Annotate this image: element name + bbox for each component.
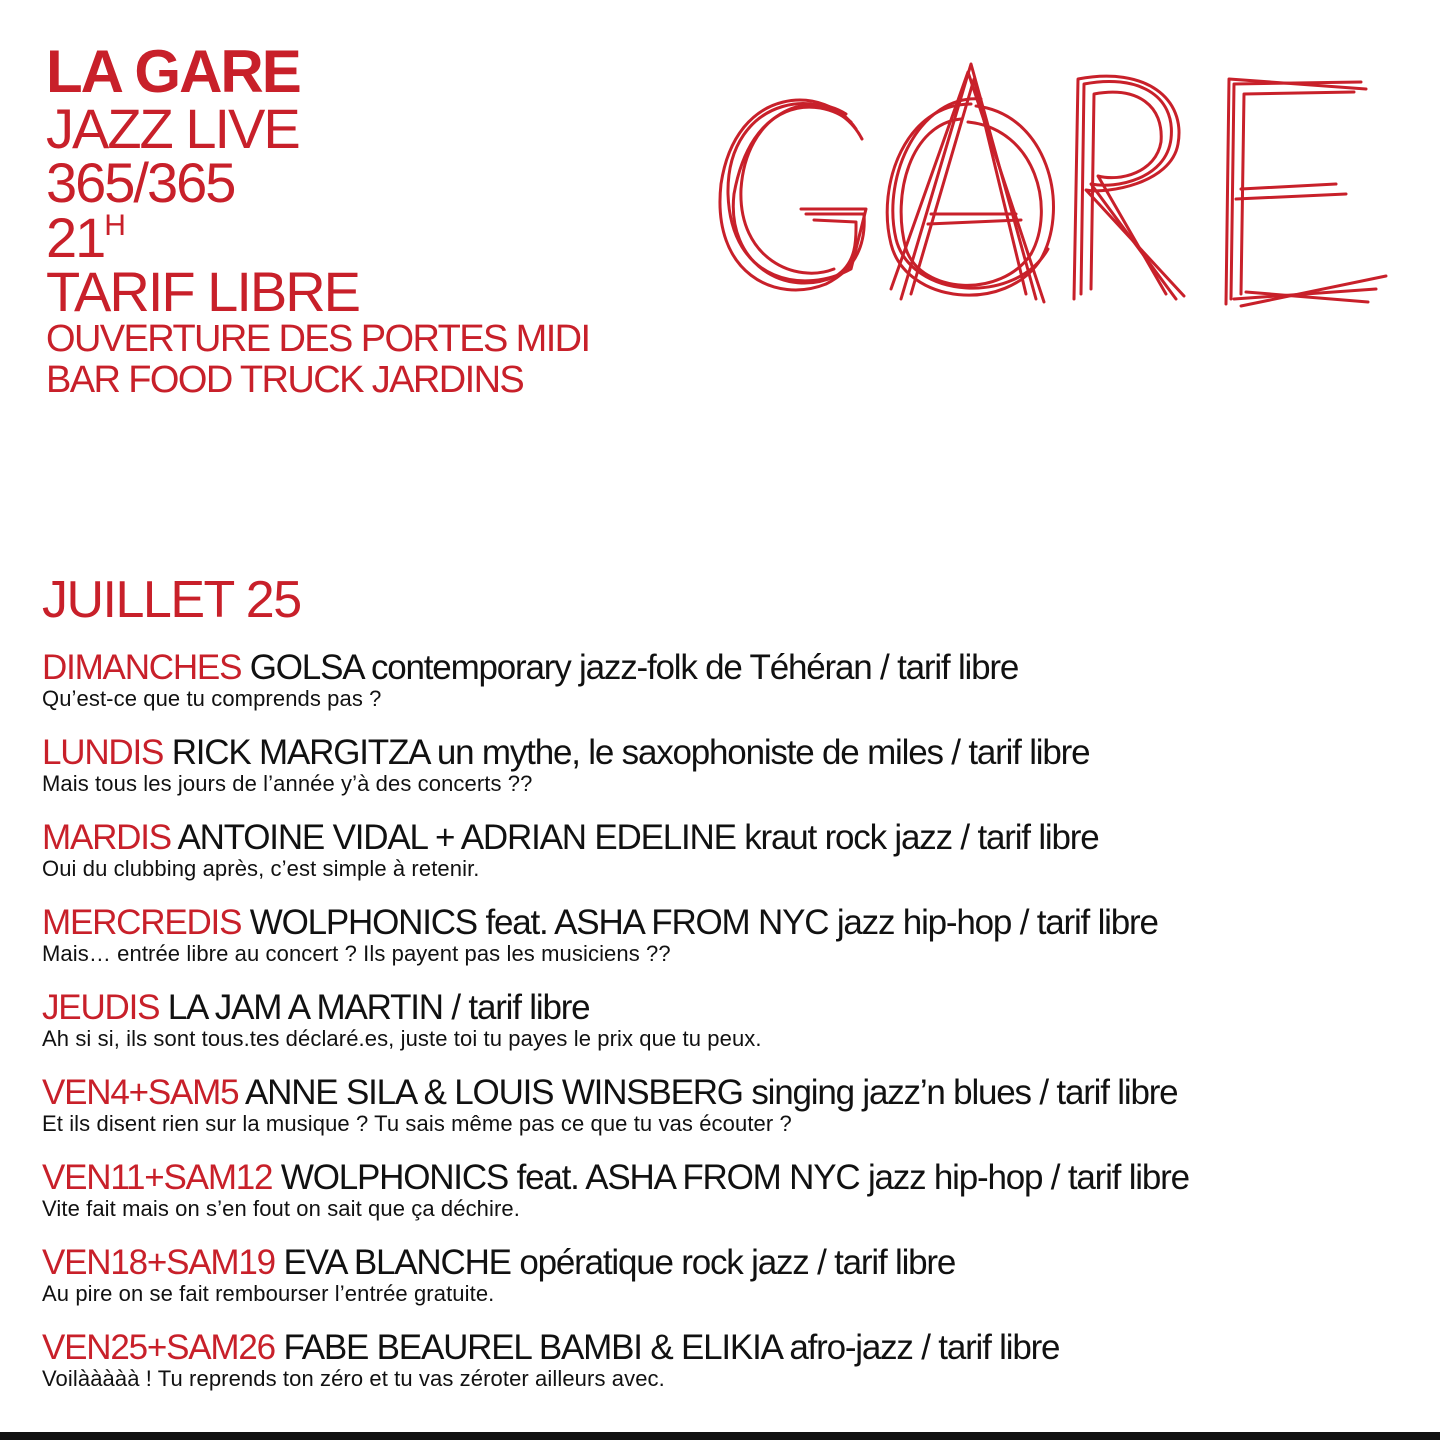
hour-suffix: H — [104, 208, 126, 242]
jazz-live-line: JAZZ LIVE — [46, 97, 299, 160]
entry-day: VEN18+SAM19 — [42, 1243, 275, 1282]
entry-comment: Mais tous les jours de l’année y’à des concerts ?? — [42, 771, 533, 796]
entry-comment: Voilààààà ! Tu reprends ton zéro et tu vas zéroter ailleurs avec. — [42, 1366, 665, 1391]
program-entry — [42, 731, 1422, 816]
doors-line: OUVERTURE DES PORTES MIDI — [46, 318, 590, 361]
program-entry — [42, 816, 1422, 901]
entry-text: ANTOINE VIDAL + ADRIAN EDELINE kraut rock jazz / tarif libre — [177, 818, 1099, 857]
entry-comment: Oui du clubbing après, c’est simple à retenir. — [42, 856, 480, 881]
entry-line — [42, 1241, 1422, 1285]
program-entry — [42, 1156, 1422, 1241]
entry-line — [42, 1156, 1422, 1200]
entry-line — [42, 731, 1422, 775]
gare-scribble-logo — [706, 44, 1396, 334]
entry-text: GOLSA contemporary jazz-folk de Téhéran / tarif libre — [249, 648, 1019, 687]
bottom-divider — [0, 1432, 1440, 1440]
entry-day: VEN4+SAM5 — [42, 1073, 239, 1112]
entry-text: WOLPHONICS feat. ASHA FROM NYC jazz hip-hop / tarif libre — [249, 903, 1158, 942]
program-entry — [42, 1241, 1422, 1326]
entry-text: FABE BEAUREL BAMBI & ELIKIA afro-jazz / tarif libre — [283, 1328, 1060, 1367]
entry-text: EVA BLANCHE opératique rock jazz / tarif libre — [283, 1243, 956, 1282]
entry-line — [42, 1071, 1422, 1115]
hour-line — [46, 205, 589, 269]
entry-line — [42, 646, 1422, 690]
tarif-line: TARIF LIBRE — [46, 259, 360, 323]
entry-comment: Et ils disent rien sur la musique ? Tu sais même pas ce que tu vas écouter ? — [42, 1111, 792, 1136]
header-block — [46, 38, 590, 402]
entry-day: JEUDIS — [42, 988, 160, 1027]
entry-day: MERCREDIS — [42, 903, 242, 942]
program-entry — [42, 646, 1422, 731]
program-entry — [42, 1071, 1422, 1156]
entry-day: DIMANCHES — [42, 648, 242, 687]
days-line: 365/365 — [46, 151, 235, 215]
program-entry — [42, 901, 1422, 986]
entry-text: ANNE SILA & LOUIS WINSBERG singing jazz’n blues / tarif libre — [244, 1073, 1178, 1112]
entry-comment: Vite fait mais on s’en fout on sait que ça déchire. — [42, 1196, 520, 1221]
month-heading: JUILLET 25 — [42, 571, 301, 629]
bar-line: BAR FOOD TRUCK JARDINS — [46, 359, 524, 402]
entry-text: RICK MARGITZA un mythe, le saxophoniste de miles / tarif libre — [171, 733, 1090, 772]
program-entry — [42, 1326, 1422, 1411]
entry-comment: Ah si si, ils sont tous.tes déclaré.es, juste toi tu payes le prix que tu peux. — [42, 1026, 762, 1051]
entry-text: LA JAM A MARTIN / tarif libre — [167, 988, 590, 1027]
entry-comment: Mais… entrée libre au concert ? Ils payent pas les musiciens ?? — [42, 941, 671, 966]
program-list — [42, 646, 1422, 1411]
program-entry — [42, 986, 1422, 1071]
entry-line — [42, 1326, 1422, 1370]
entry-line — [42, 816, 1422, 860]
entry-day: VEN11+SAM12 — [42, 1158, 273, 1197]
entry-day: VEN25+SAM26 — [42, 1328, 275, 1367]
entry-line — [42, 986, 1422, 1030]
entry-day: LUNDIS — [42, 733, 164, 772]
entry-line — [42, 901, 1422, 945]
entry-comment: Au pire on se fait rembourser l’entrée gratuite. — [42, 1281, 495, 1306]
hour-value: 21 — [46, 205, 105, 269]
entry-day: MARDIS — [42, 818, 171, 857]
entry-comment: Qu’est-ce que tu comprends pas ? — [42, 686, 382, 711]
entry-text: WOLPHONICS feat. ASHA FROM NYC jazz hip-hop / tarif libre — [280, 1158, 1189, 1197]
venue-title: LA GARE — [46, 38, 300, 105]
